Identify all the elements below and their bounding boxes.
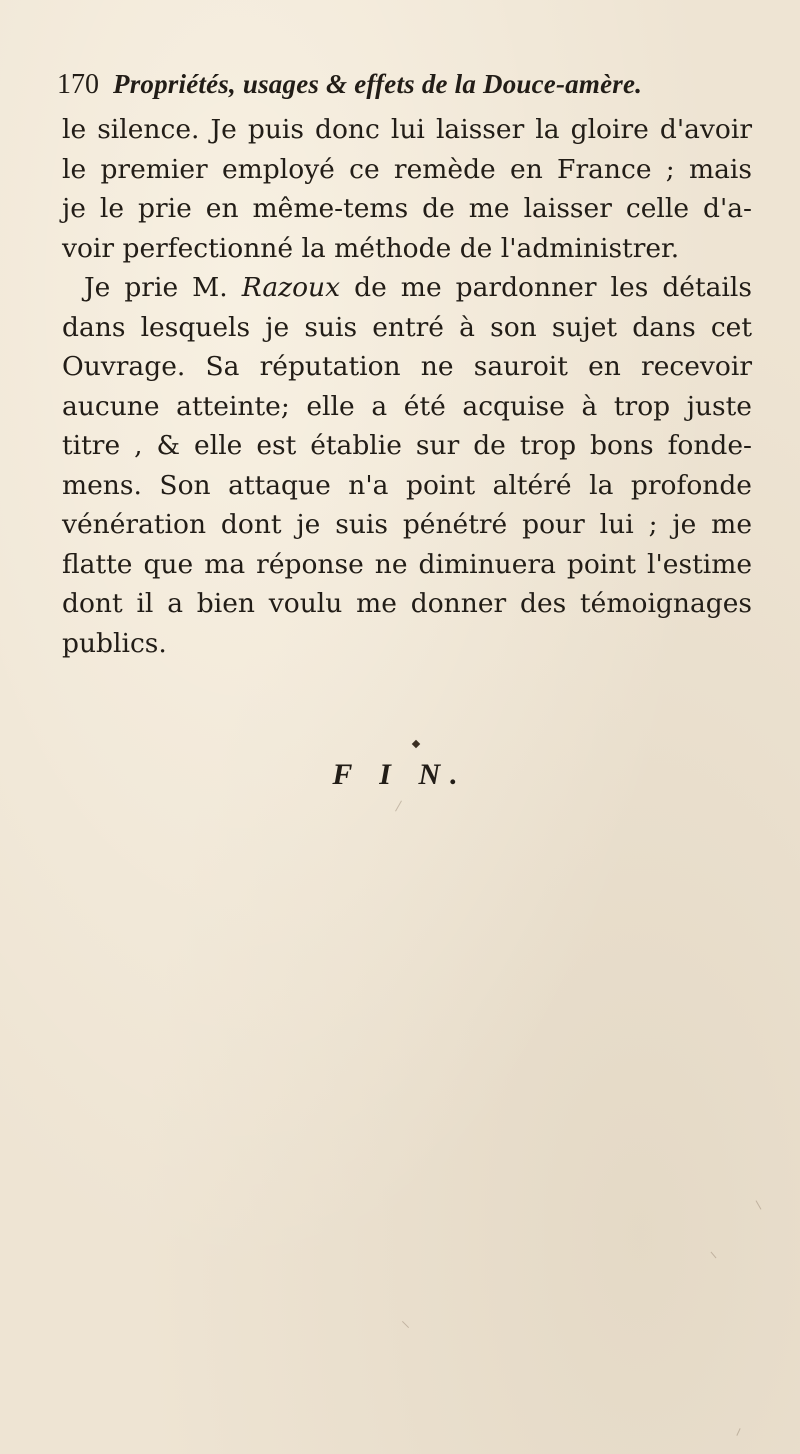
- text-segment: de me pardonner les détails: [354, 272, 752, 303]
- text-line: je le prie en même-tems de me laisser celle d'a-: [62, 193, 752, 224]
- text-line: publics.: [62, 627, 167, 659]
- ornament-icon: [412, 740, 420, 748]
- paper-speck: [711, 1252, 717, 1259]
- body-text: [62, 110, 752, 663]
- text-line: aucune atteinte; elle a été acquise à trop juste: [62, 390, 752, 422]
- text-line: flatte que ma réponse ne diminuera point l'estime: [62, 548, 752, 580]
- text-line: titre , & elle est établie sur de trop bons fonde-: [62, 430, 752, 461]
- paper-speck: [395, 801, 402, 812]
- paper-speck: [756, 1200, 762, 1209]
- text-line: voir perfectionné la méthode de l'administrer.: [62, 232, 680, 264]
- text-line: le silence. Je puis donc lui laisser la gloire d'avoir: [62, 114, 752, 145]
- text-line-with-name: [62, 268, 752, 308]
- ending-label: F I N.: [332, 758, 468, 791]
- paragraph-2: [62, 268, 752, 663]
- text-line: le premier employé ce remède en France ; mais: [62, 153, 752, 185]
- text-line: dont il a bien voulu me donner des témoignages: [62, 588, 752, 619]
- running-title: Propriétés, usages & effets de la Douce-amère.: [113, 69, 643, 99]
- text-segment: Je prie M.: [84, 272, 228, 303]
- paragraph-1: [62, 110, 752, 268]
- paper-speck: [402, 1321, 409, 1328]
- page-number: 170: [57, 69, 99, 100]
- paper-speck: [736, 1428, 740, 1436]
- person-name: Razoux: [241, 272, 341, 303]
- text-line: vénération dont je suis pénétré pour lui ; je me: [62, 509, 752, 540]
- page-header: [57, 64, 757, 104]
- text-line: Ouvrage. Sa réputation ne sauroit en recevoir: [62, 351, 752, 382]
- text-line: dans lesquels je suis entré à son sujet dans cet: [62, 311, 752, 343]
- text-line: mens. Son attaque n'a point altéré la profonde: [62, 469, 752, 501]
